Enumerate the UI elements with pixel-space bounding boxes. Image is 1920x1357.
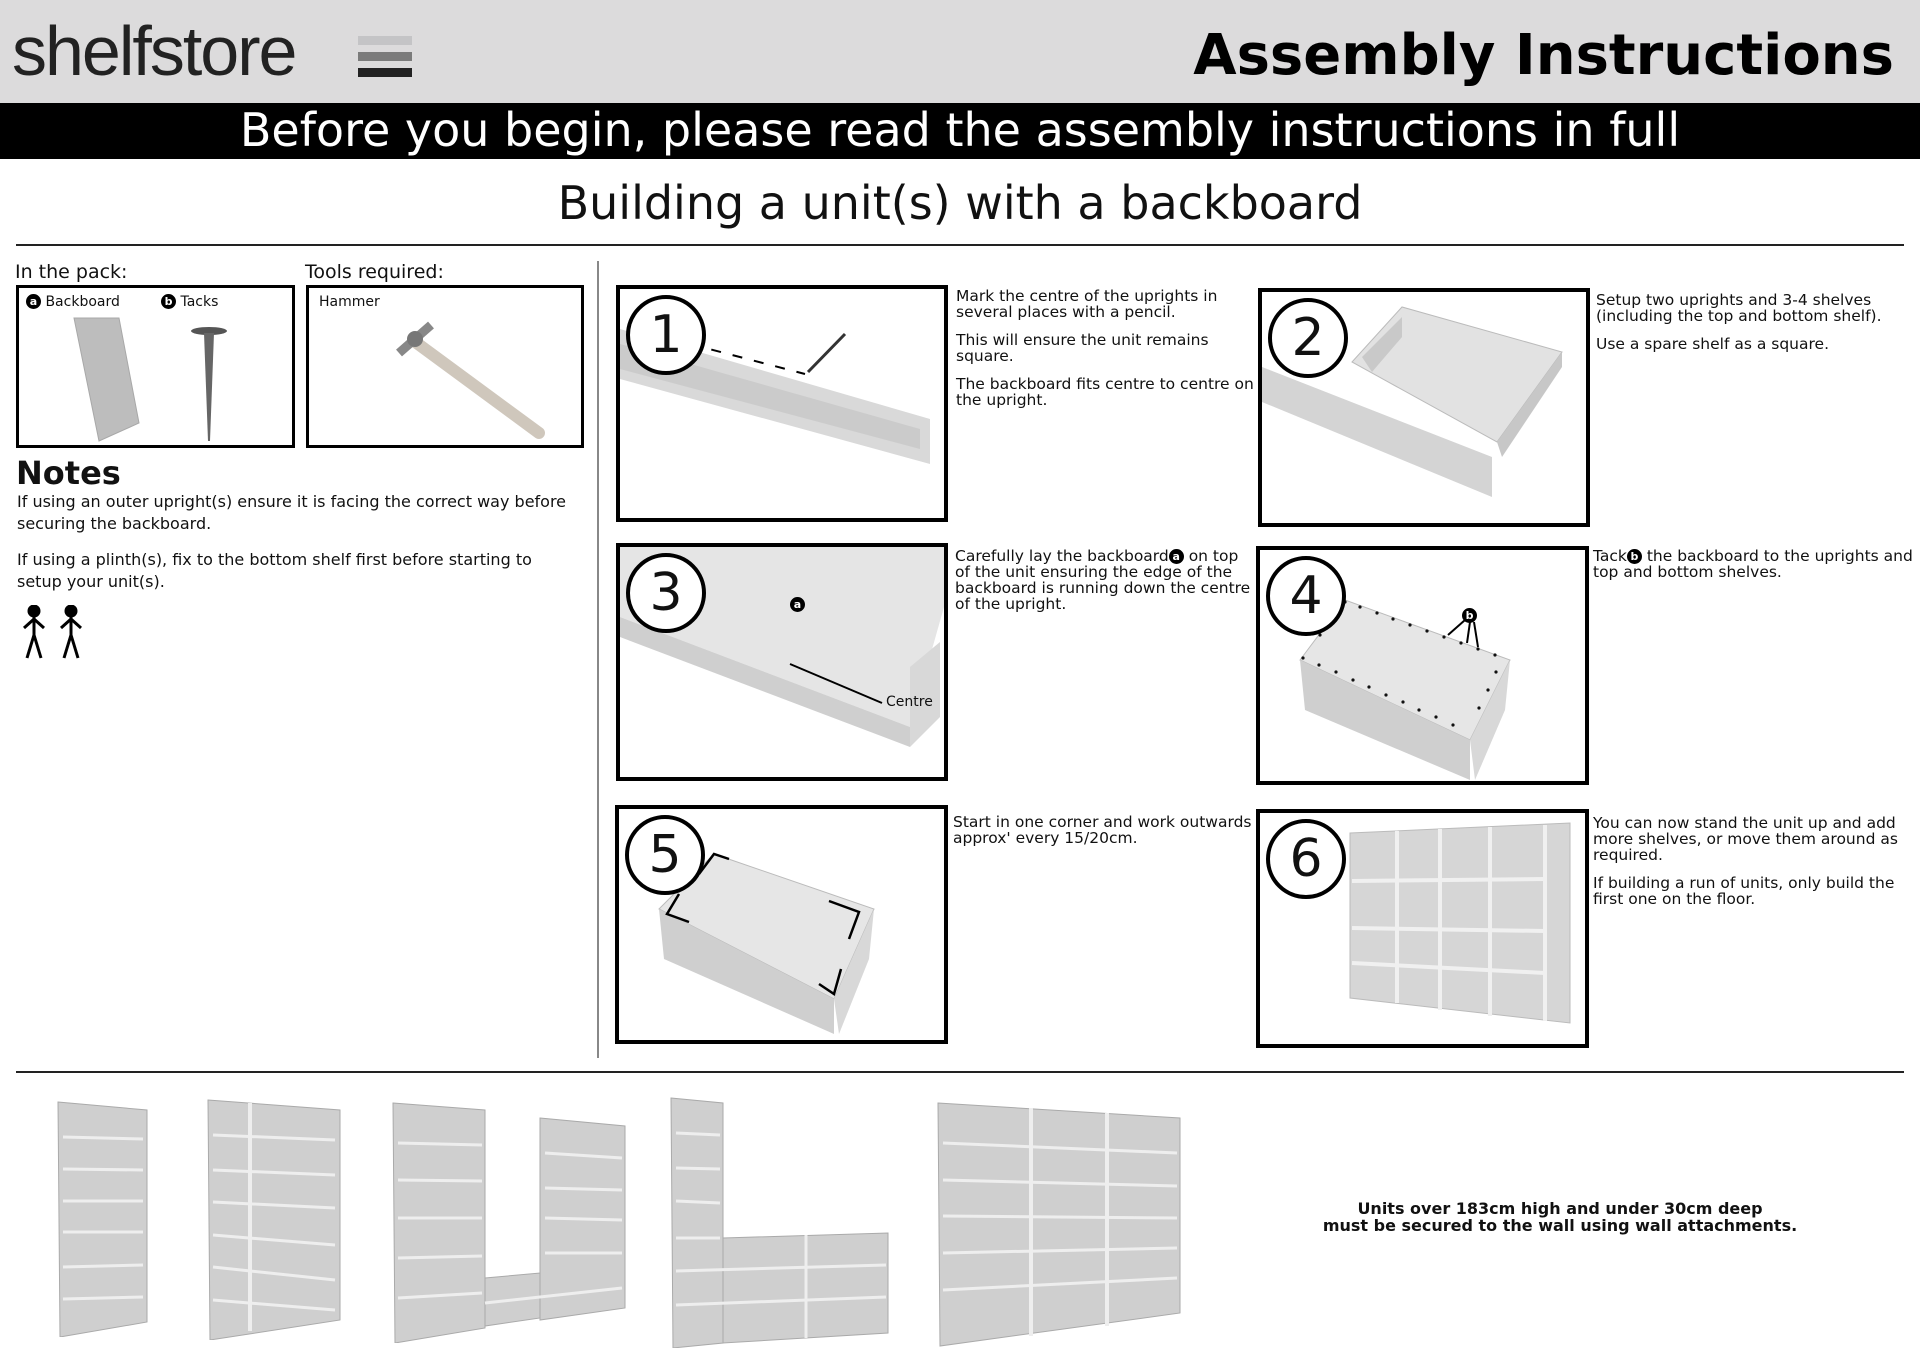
tack-icon — [189, 323, 229, 443]
step-5-text: Start in one corner and work outwards approx' every 15/20cm. — [953, 813, 1252, 847]
tool-item-hammer: Hammer — [319, 294, 380, 310]
tools-box — [306, 285, 584, 448]
badge-b-icon: b — [161, 294, 176, 309]
step-number: 6 — [1266, 819, 1346, 899]
divider — [16, 244, 1904, 246]
step-4-figure — [1256, 546, 1589, 785]
step-3-text: Carefully lay the backboard a on top of the unit ensuring the edge of the backboard is running down the centre of the upright. — [955, 547, 1251, 613]
badge-b-icon: b — [1627, 549, 1642, 564]
step-6-text: You can now stand the unit up and add more shelves, or move them around as required. If building a run of units, only build the first one on the floor. — [1593, 814, 1898, 908]
step-4-text: Tack b the backboard to the uprights and top and bottom shelves. — [1593, 547, 1913, 581]
document-title: Assembly Instructions — [1193, 23, 1894, 88]
centre-callout: Centre — [886, 694, 933, 710]
brand-logo: shelfstore — [12, 12, 296, 90]
u-shape-run-illustration — [390, 1098, 630, 1343]
step-6-figure — [1256, 809, 1589, 1048]
hammer-icon — [359, 313, 559, 443]
step-1-figure — [616, 285, 948, 522]
step-number: 3 — [626, 553, 706, 633]
step-1-text: Mark the centre of the uprights in several places with a pencil. This will ensure the unit remains square. The backboard fits centre to centre on the upright. — [956, 287, 1254, 409]
note-1: If using an outer upright(s) ensure it is facing the correct way before securing the backboard. — [17, 492, 567, 533]
badge-b-icon: b — [1462, 608, 1477, 623]
page-subtitle: Building a unit(s) with a backboard — [557, 176, 1363, 230]
warning-banner: Before you begin, please read the assembly instructions in full — [0, 103, 1920, 159]
triple-unit-illustration — [935, 1098, 1185, 1348]
step-number: 4 — [1266, 556, 1346, 636]
notes-heading: Notes — [16, 454, 121, 492]
column-divider — [597, 261, 599, 1058]
pack-item-backboard: a Backboard — [26, 294, 120, 310]
step-number: 2 — [1268, 298, 1348, 378]
step-number: 5 — [625, 815, 705, 895]
badge-a-icon: a — [26, 294, 41, 309]
badge-a-icon: a — [1169, 549, 1184, 564]
double-unit-illustration — [205, 1095, 345, 1340]
badge-a-icon: a — [790, 597, 805, 612]
single-unit-illustration — [55, 1097, 155, 1337]
footer-divider — [16, 1071, 1904, 1073]
tools-heading: Tools required: — [305, 261, 444, 283]
note-2: If using a plinth(s), fix to the bottom shelf first before starting to setup your unit(s). — [17, 550, 532, 591]
wall-attachment-warning: Units over 183cm high and under 30cm deep must be secured to the wall using wall attachments. — [1322, 1199, 1798, 1235]
backboard-icon — [54, 313, 144, 443]
pack-item-tacks: b Tacks — [161, 294, 218, 310]
header — [0, 0, 1920, 103]
two-person-lift-icon — [18, 605, 88, 660]
brand-bars-icon — [358, 36, 412, 84]
pack-box — [16, 285, 295, 448]
step-2-figure — [1258, 288, 1590, 527]
step-5-figure — [615, 805, 948, 1044]
l-shape-run-illustration — [668, 1093, 893, 1348]
pack-heading: In the pack: — [15, 261, 128, 283]
step-number: 1 — [626, 295, 706, 375]
step-2-text: Setup two uprights and 3-4 shelves (including the top and bottom shelf). Use a spare shelf as a square. — [1596, 291, 1882, 353]
step-3-figure — [616, 543, 948, 781]
